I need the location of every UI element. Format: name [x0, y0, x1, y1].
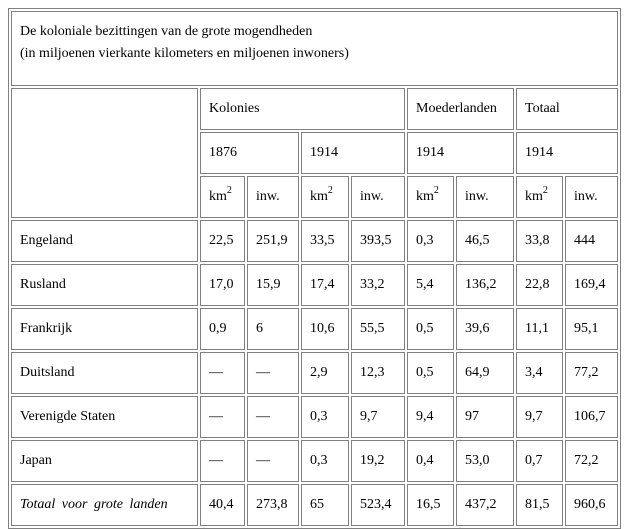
data-cell: 437,2	[456, 484, 514, 526]
data-cell: 393,5	[351, 220, 405, 262]
data-cell: 17,0	[200, 264, 245, 306]
data-cell: 960,6	[565, 484, 618, 526]
data-cell: 55,5	[351, 308, 405, 350]
data-cell: —	[200, 440, 245, 482]
row-label: Japan	[11, 440, 198, 482]
data-cell: 9,7	[516, 396, 563, 438]
row-label-total: Totaal voor grote landen	[11, 484, 198, 526]
data-cell: 6	[247, 308, 299, 350]
caption-title: De koloniale bezittingen van de grote mogendheden	[20, 24, 313, 39]
table-row-totaal	[11, 484, 618, 526]
header-year-1914-kolonies: 1914	[301, 132, 405, 174]
row-label: Frankrijk	[11, 308, 198, 350]
header-kolonies: Kolonies	[200, 88, 405, 130]
header-moederlanden: Moederlanden	[407, 88, 514, 130]
caption-subtitle: (in miljoenen vierkante kilometers en miljoenen inwoners)	[20, 46, 349, 61]
data-cell: 65	[301, 484, 349, 526]
table-row-engeland	[11, 220, 618, 262]
data-cell: 106,7	[565, 396, 618, 438]
data-cell: 0,9	[200, 308, 245, 350]
table-row-japan	[11, 440, 618, 482]
data-cell: 40,4	[200, 484, 245, 526]
data-cell: —	[247, 352, 299, 394]
header-km2: $km^2$	[200, 176, 245, 218]
data-cell: 19,2	[351, 440, 405, 482]
table-row-frankrijk	[11, 308, 618, 350]
colonial-possessions-table-frame	[8, 8, 619, 521]
data-cell: —	[247, 440, 299, 482]
row-label: Duitsland	[11, 352, 198, 394]
data-cell: 3,4	[516, 352, 563, 394]
data-cell: 22,8	[516, 264, 563, 306]
data-cell: 64,9	[456, 352, 514, 394]
colonial-possessions-table	[8, 8, 621, 529]
data-cell: 81,5	[516, 484, 563, 526]
data-cell: 97	[456, 396, 514, 438]
data-cell: 15,9	[247, 264, 299, 306]
data-cell: 0,3	[301, 396, 349, 438]
empty-corner-cell	[11, 88, 198, 218]
data-cell: 16,5	[407, 484, 454, 526]
data-cell: 169,4	[565, 264, 618, 306]
data-cell: 0,4	[407, 440, 454, 482]
data-cell: 33,5	[301, 220, 349, 262]
data-cell: 17,4	[301, 264, 349, 306]
row-label: Verenigde Staten	[11, 396, 198, 438]
data-cell: 0,3	[407, 220, 454, 262]
header-inw: inw.	[456, 176, 514, 218]
row-label: Engeland	[11, 220, 198, 262]
data-cell: 10,6	[301, 308, 349, 350]
data-cell: 0,3	[301, 440, 349, 482]
header-inw: inw.	[565, 176, 618, 218]
header-year-1914-moederlanden: 1914	[407, 132, 514, 174]
row-label: Rusland	[11, 264, 198, 306]
header-inw: inw.	[351, 176, 405, 218]
data-cell: 273,8	[247, 484, 299, 526]
data-cell: 0,5	[407, 352, 454, 394]
data-cell: —	[200, 352, 245, 394]
data-cell: 22,5	[200, 220, 245, 262]
header-totaal: Totaal	[516, 88, 618, 130]
table-row-rusland	[11, 264, 618, 306]
data-cell: —	[247, 396, 299, 438]
data-cell: 46,5	[456, 220, 514, 262]
data-cell: 136,2	[456, 264, 514, 306]
data-cell: 72,2	[565, 440, 618, 482]
header-year-1914-totaal: 1914	[516, 132, 618, 174]
data-cell: 95,1	[565, 308, 618, 350]
data-cell: 2,9	[301, 352, 349, 394]
data-cell: 33,8	[516, 220, 563, 262]
data-cell: 523,4	[351, 484, 405, 526]
table-row-verenigde-staten	[11, 396, 618, 438]
data-cell: 5,4	[407, 264, 454, 306]
data-cell: 444	[565, 220, 618, 262]
table-row-duitsland	[11, 352, 618, 394]
table-caption	[11, 11, 618, 86]
data-cell: 251,9	[247, 220, 299, 262]
data-cell: 9,7	[351, 396, 405, 438]
header-km2: $km^2$	[407, 176, 454, 218]
header-km2: $km^2$	[301, 176, 349, 218]
data-cell: 53,0	[456, 440, 514, 482]
data-cell: 33,2	[351, 264, 405, 306]
data-cell: 9,4	[407, 396, 454, 438]
header-year-1876: 1876	[200, 132, 299, 174]
header-km2: $km^2$	[516, 176, 563, 218]
data-cell: 11,1	[516, 308, 563, 350]
data-cell: 0,5	[407, 308, 454, 350]
data-cell: 77,2	[565, 352, 618, 394]
data-cell: —	[200, 396, 245, 438]
data-cell: 12,3	[351, 352, 405, 394]
data-cell: 39,6	[456, 308, 514, 350]
data-cell: 0,7	[516, 440, 563, 482]
header-inw: inw.	[247, 176, 299, 218]
